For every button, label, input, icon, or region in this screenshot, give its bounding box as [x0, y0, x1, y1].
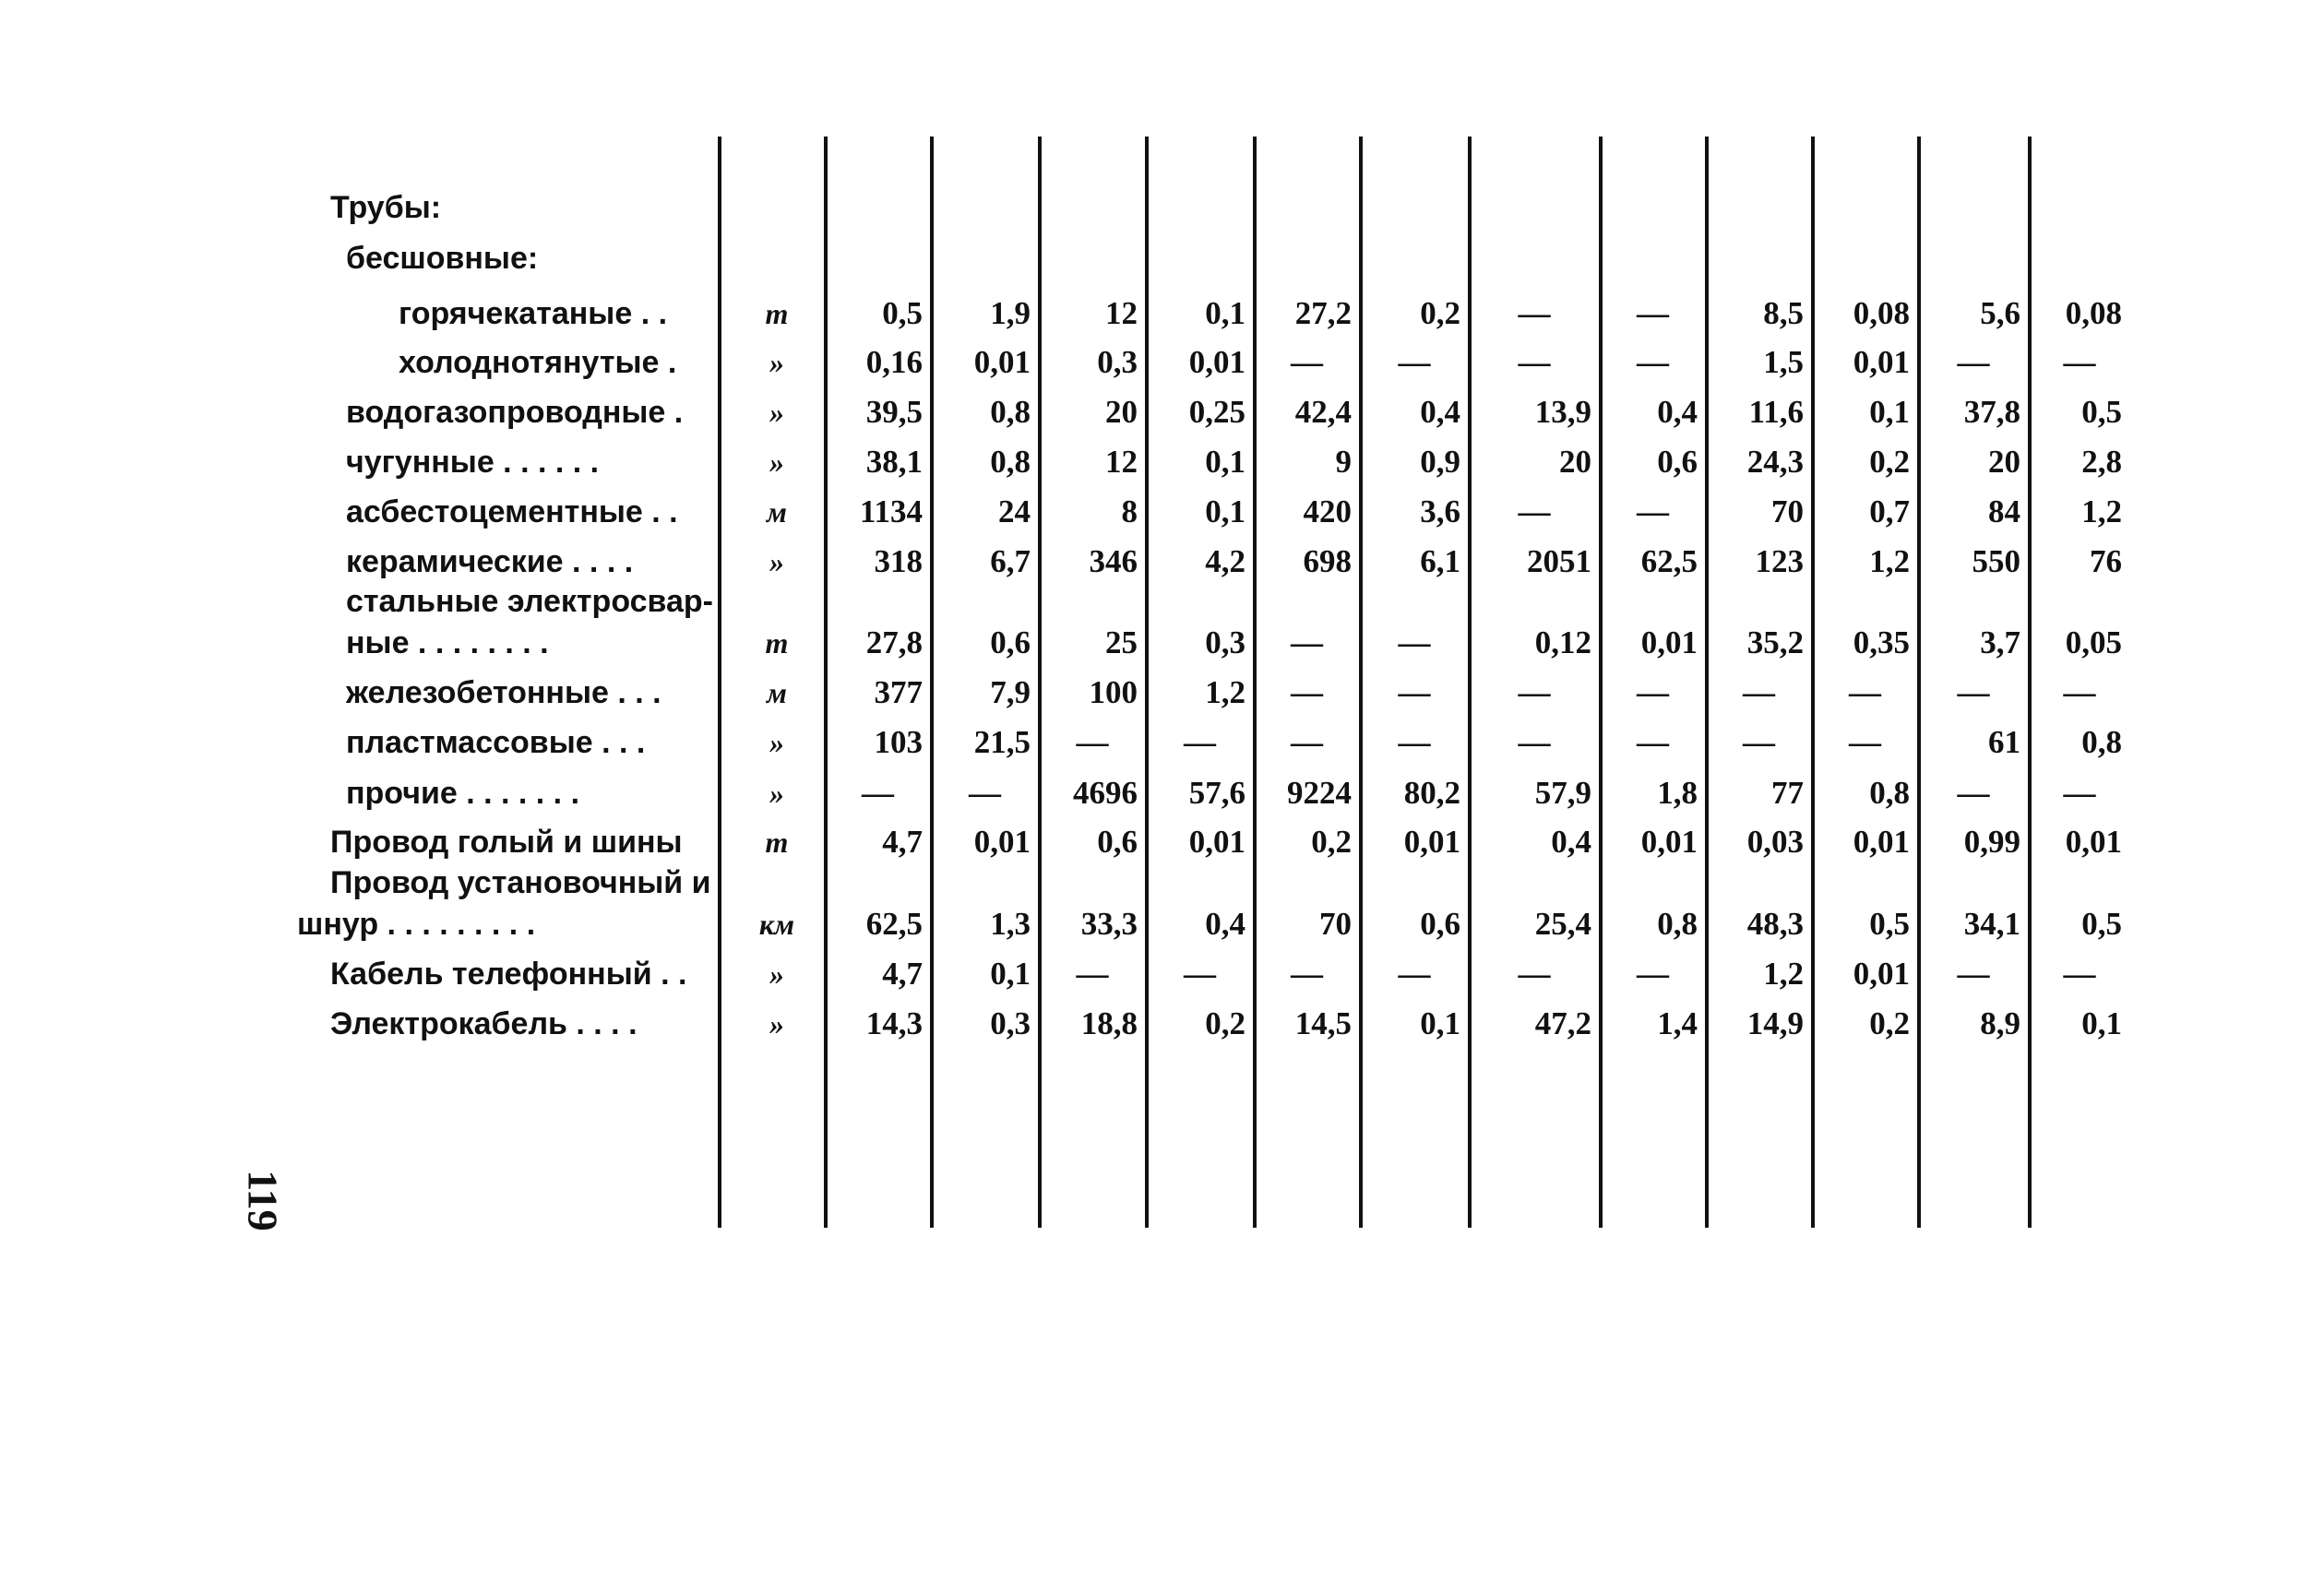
table-cell: 3,6 — [1420, 493, 1460, 529]
column-rule — [930, 137, 934, 1228]
table-cell: — — [1291, 344, 1323, 380]
table-cell: 25 — [1105, 624, 1138, 660]
table-cell: 9 — [1335, 444, 1352, 480]
table-cell: 420 — [1303, 493, 1352, 529]
row-unit: м — [767, 676, 787, 709]
table-cell: 103 — [874, 724, 923, 760]
table-cell: 0,05 — [2065, 624, 2122, 660]
table-cell: 0,2 — [1311, 824, 1352, 860]
table-cell: — — [1518, 724, 1551, 760]
table-cell: 0,2 — [1869, 1005, 1910, 1041]
table-cell: 0,5 — [1869, 906, 1910, 942]
table-cell: 1,2 — [1205, 674, 1245, 710]
table-cell: — — [1957, 674, 1990, 710]
table-cell: — — [2063, 775, 2096, 811]
table-cell: 24 — [998, 493, 1031, 529]
row-unit: » — [769, 1007, 784, 1040]
table-cell: 6,1 — [1420, 543, 1460, 579]
table-cell: 24,3 — [1746, 444, 1804, 480]
table-cell: 80,2 — [1403, 775, 1460, 811]
table-cell: 0,5 — [882, 295, 923, 331]
row-label: чугунные . . . . . . — [346, 445, 600, 480]
table-cell: 70 — [1771, 493, 1804, 529]
table-cell: 550 — [1972, 543, 2020, 579]
table-cell: — — [1743, 674, 1775, 710]
column-rule — [1705, 137, 1709, 1228]
table-cell: 34,1 — [1963, 906, 2020, 942]
table-cell: 12 — [1105, 444, 1138, 480]
table-cell: 0,2 — [1205, 1005, 1245, 1041]
table-cell: 1,9 — [990, 295, 1031, 331]
table-cell: 8,9 — [1980, 1005, 2020, 1041]
table-cell: 37,8 — [1963, 394, 2020, 430]
table-cell: 0,9 — [1420, 444, 1460, 480]
row-unit: км — [758, 908, 795, 941]
table-cell: 62,5 — [1640, 543, 1698, 579]
row-label: бесшовные: — [346, 241, 539, 276]
table-cell: 0,1 — [1205, 444, 1245, 480]
table-cell: 38,1 — [865, 444, 923, 480]
table-cell: 0,01 — [1640, 624, 1698, 660]
table-cell: 84 — [1988, 493, 2020, 529]
table-cell: 0,2 — [1869, 444, 1910, 480]
table-cell: 0,08 — [1853, 295, 1910, 331]
table-cell: 100 — [1089, 674, 1138, 710]
row-label: водогазопроводные . — [346, 395, 684, 430]
table-cell: 0,1 — [1869, 394, 1910, 430]
table-cell: 4,7 — [882, 824, 923, 860]
row-unit: » — [769, 545, 784, 578]
table-cell: 1134 — [859, 493, 923, 529]
table-cell: 0,1 — [1205, 295, 1245, 331]
table-cell: 0,01 — [1188, 344, 1245, 380]
table-cell: 1,2 — [2081, 493, 2122, 529]
table-cell: 0,5 — [2081, 906, 2122, 942]
table-cell: 0,99 — [1963, 824, 2020, 860]
table-cell: 61 — [1988, 724, 2020, 760]
table-cell: 346 — [1089, 543, 1138, 579]
table-cell: 57,6 — [1188, 775, 1245, 811]
table-cell: 57,9 — [1534, 775, 1591, 811]
column-rule — [824, 137, 828, 1228]
row-label: Провод голый и шины — [330, 825, 683, 860]
table-cell: — — [1957, 344, 1990, 380]
table-cell: 2051 — [1527, 543, 1591, 579]
table-cell: 0,4 — [1420, 394, 1460, 430]
table-cell: 77 — [1771, 775, 1804, 811]
row-unit: » — [769, 726, 784, 759]
table-cell: — — [1637, 674, 1669, 710]
table-cell: — — [1398, 724, 1431, 760]
table-cell: 0,16 — [865, 344, 923, 380]
table-cell: 0,1 — [1420, 1005, 1460, 1041]
table-cell: 39,5 — [865, 394, 923, 430]
table-cell: 21,5 — [973, 724, 1031, 760]
table-cell: 9224 — [1287, 775, 1352, 811]
table-cell: 76 — [2090, 543, 2122, 579]
table-cell: 0,03 — [1746, 824, 1804, 860]
table-cell: — — [1518, 344, 1551, 380]
table-cell: 0,08 — [2065, 295, 2122, 331]
column-rule — [1359, 137, 1363, 1228]
column-rule — [1599, 137, 1603, 1228]
table-cell: 0,01 — [2065, 824, 2122, 860]
column-rule — [1038, 137, 1042, 1228]
table-cell: 698 — [1303, 543, 1352, 579]
table-cell: 33,3 — [1080, 906, 1138, 942]
row-label: керамические . . . . — [346, 544, 634, 579]
table-cell: 1,8 — [1657, 775, 1698, 811]
table-cell: 20 — [1988, 444, 2020, 480]
table-cell: 0,1 — [1205, 493, 1245, 529]
table-cell: 27,8 — [865, 624, 923, 660]
table-cell: 0,01 — [1188, 824, 1245, 860]
table-cell: 0,01 — [973, 824, 1031, 860]
table-cell: 0,4 — [1551, 824, 1591, 860]
row-unit: » — [769, 346, 784, 379]
table-cell: — — [2063, 344, 2096, 380]
table-cell: — — [1518, 674, 1551, 710]
table-cell: 70 — [1319, 906, 1352, 942]
table-cell: 0,6 — [1097, 824, 1138, 860]
table-cell: — — [1518, 956, 1551, 992]
table-cell: — — [1291, 624, 1323, 660]
table-cell: — — [1957, 956, 1990, 992]
table-cell: 5,6 — [1980, 295, 2020, 331]
table-cell: 14,5 — [1294, 1005, 1352, 1041]
table-cell: 8,5 — [1763, 295, 1804, 331]
table-cell: — — [2063, 674, 2096, 710]
table-cell: 20 — [1105, 394, 1138, 430]
row-unit: » — [769, 396, 784, 429]
table-cell: 0,01 — [1853, 824, 1910, 860]
table-cell: — — [1849, 674, 1881, 710]
table-cell: 0,6 — [990, 624, 1031, 660]
column-rule — [1145, 137, 1149, 1228]
table-cell: 0,1 — [2081, 1005, 2122, 1041]
column-rule — [2028, 137, 2032, 1228]
table-cell: 35,2 — [1746, 624, 1804, 660]
table-cell: 0,1 — [990, 956, 1031, 992]
table-cell: 11,6 — [1748, 394, 1804, 430]
table-cell: — — [1398, 344, 1431, 380]
table-cell: 1,4 — [1657, 1005, 1698, 1041]
table-cell: — — [1291, 674, 1323, 710]
table-cell: — — [1637, 956, 1669, 992]
column-rule — [1917, 137, 1921, 1228]
table-cell: 25,4 — [1534, 906, 1591, 942]
row-label: Кабель телефонный . . — [330, 957, 687, 992]
table-cell: 0,5 — [2081, 394, 2122, 430]
table-cell: 0,3 — [1097, 344, 1138, 380]
row-label: горячекатаные . . — [399, 296, 668, 331]
table-cell: 4696 — [1073, 775, 1138, 811]
table-cell: — — [1291, 956, 1323, 992]
table-cell: 1,5 — [1763, 344, 1804, 380]
row-unit: м — [767, 495, 787, 529]
table-cell: 8 — [1121, 493, 1138, 529]
table-cell: 2,8 — [2081, 444, 2122, 480]
table-cell: 0,8 — [990, 394, 1031, 430]
table-cell: 0,6 — [1657, 444, 1698, 480]
table-cell: 47,2 — [1534, 1005, 1591, 1041]
table-cell: 0,35 — [1853, 624, 1910, 660]
row-label: прочие . . . . . . . — [346, 776, 580, 811]
table-cell: — — [1398, 624, 1431, 660]
table-cell: — — [1291, 724, 1323, 760]
table-cell: — — [1076, 724, 1109, 760]
table-cell: 0,8 — [1657, 906, 1698, 942]
table-cell: 14,9 — [1746, 1005, 1804, 1041]
table-cell: 48,3 — [1746, 906, 1804, 942]
page-number: 119 — [239, 1170, 287, 1231]
table-cell: — — [1184, 724, 1216, 760]
table-cell: 13,9 — [1534, 394, 1591, 430]
table-cell: 0,01 — [1853, 956, 1910, 992]
row-label-continuation: шнур . . . . . . . . . — [297, 907, 536, 942]
table-cell: — — [2063, 956, 2096, 992]
table-cell: — — [1518, 295, 1551, 331]
table-cell: 0,8 — [990, 444, 1031, 480]
table-cell: 7,9 — [990, 674, 1031, 710]
table-cell: — — [1398, 674, 1431, 710]
row-unit: т — [765, 826, 789, 859]
table-cell: 0,12 — [1534, 624, 1591, 660]
row-unit: т — [765, 626, 789, 660]
row-label: холоднотянутые . — [399, 345, 677, 380]
table-cell: 42,4 — [1294, 394, 1352, 430]
table-cell: — — [1637, 724, 1669, 760]
table-cell: 27,2 — [1294, 295, 1352, 331]
table-cell: 0,4 — [1205, 906, 1245, 942]
table-cell: 1,2 — [1763, 956, 1804, 992]
table-cell: 0,7 — [1869, 493, 1910, 529]
row-label: железобетонные . . . — [346, 675, 661, 710]
table-cell: — — [1743, 724, 1775, 760]
row-label: Провод установочный и — [330, 865, 711, 900]
table-cell: 0,2 — [1420, 295, 1460, 331]
table-cell: 318 — [874, 543, 923, 579]
row-unit: т — [765, 297, 789, 330]
table-cell: 18,8 — [1080, 1005, 1138, 1041]
row-unit: » — [769, 446, 784, 479]
table-cell: — — [1184, 956, 1216, 992]
row-label: стальные электросвар- — [346, 584, 714, 619]
table-cell: 1,3 — [990, 906, 1031, 942]
table-cell: 0,3 — [1205, 624, 1245, 660]
column-rule — [1253, 137, 1257, 1228]
table-cell: — — [1518, 493, 1551, 529]
table-cell: 12 — [1105, 295, 1138, 331]
table-cell: 377 — [874, 674, 923, 710]
table-cell: 0,8 — [1869, 775, 1910, 811]
table-cell: 0,01 — [973, 344, 1031, 380]
row-label: асбестоцементные . . — [346, 494, 678, 529]
table-cell: — — [1637, 493, 1669, 529]
table-cell: — — [1076, 956, 1109, 992]
table-cell: 62,5 — [865, 906, 923, 942]
table-cell: 6,7 — [990, 543, 1031, 579]
table-cell: 1,2 — [1869, 543, 1910, 579]
table-cell: 0,01 — [1403, 824, 1460, 860]
table-cell: — — [1637, 295, 1669, 331]
table-cell: 0,4 — [1657, 394, 1698, 430]
row-label: Электрокабель . . . . — [330, 1006, 638, 1041]
row-label: пластмассовые . . . — [346, 725, 646, 760]
column-rule — [1811, 137, 1815, 1228]
table-cell: — — [969, 775, 1001, 811]
column-rule — [1468, 137, 1472, 1228]
table-cell: 0,8 — [2081, 724, 2122, 760]
table-cell: — — [1849, 724, 1881, 760]
row-unit: » — [769, 777, 784, 810]
table-cell: — — [1957, 775, 1990, 811]
table-cell: — — [1398, 956, 1431, 992]
column-rule — [718, 137, 721, 1228]
table-cell: 14,3 — [865, 1005, 923, 1041]
table-cell: — — [862, 775, 894, 811]
row-label: Трубы: — [330, 190, 442, 225]
table-cell: 0,25 — [1188, 394, 1245, 430]
table-cell: 0,3 — [990, 1005, 1031, 1041]
table-cell: 123 — [1755, 543, 1804, 579]
table-cell: 3,7 — [1980, 624, 2020, 660]
row-label-continuation: ные . . . . . . . . — [346, 625, 549, 660]
table-cell: 0,01 — [1640, 824, 1698, 860]
table-cell: 4,2 — [1205, 543, 1245, 579]
row-unit: » — [769, 957, 784, 991]
table-cell: 4,7 — [882, 956, 923, 992]
table-cell: — — [1637, 344, 1669, 380]
table-cell: 0,6 — [1420, 906, 1460, 942]
table-cell: 20 — [1559, 444, 1591, 480]
table-cell: 0,01 — [1853, 344, 1910, 380]
